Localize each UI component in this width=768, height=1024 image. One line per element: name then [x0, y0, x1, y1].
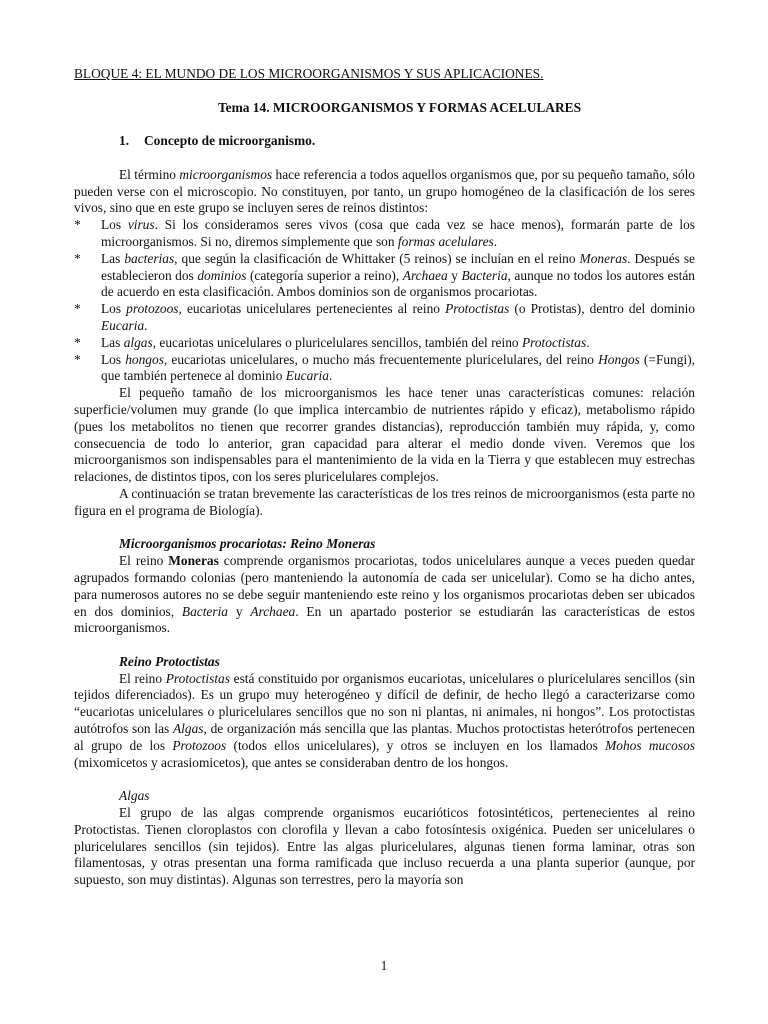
list-item-text: Las bacterias, que según la clasificación de Whittaker (5 reinos) se incluían en el reino Moneras. Después se establecieron dos dominios (categoría superior a reino), Archaea y Bacteria, aunque no todos los autores están de acuerdo en esta clasificación. Ambos dominios son de organismos procariotas. [101, 250, 696, 300]
bullet-marker: * [74, 334, 81, 350]
italic-term: microorganismos [179, 166, 273, 182]
algas-heading: Algas [119, 788, 150, 804]
italic-term: bacterias [124, 250, 175, 266]
italic-term: Archaea [402, 267, 448, 283]
list-item [74, 301, 695, 335]
moneras-paragraph: El reino Moneras comprende organismos procariotas, todos unicelulares aunque a veces pueden quedar agrupados formando colonias (pero manteniendo la autonomía de cada ser unicelular). Como se ha dicho antes, para numerosos autores no se debe seguir manteniendo este reino y los organismos procariotas deben ser ubicados en dos dominios, Bacteria y Archaea. En un apartado posterior se estudiarán las características de estos microorganismos. [74, 553, 696, 636]
italic-term: protozoos [126, 301, 179, 317]
continuation-paragraph: A continuación se tratan brevemente las características de los tres reinos de microorganismos (esta parte no figura en el programa de Biología). [74, 485, 695, 518]
italic-term: formas acelulares [397, 233, 494, 249]
list-item [74, 251, 695, 301]
bullet-marker: * [74, 301, 81, 317]
italic-term: Protozoos [172, 737, 227, 753]
italic-term: dominios [197, 267, 247, 283]
section-title: Concepto de microorganismo. [144, 133, 316, 149]
bullet-marker: * [74, 217, 81, 233]
italic-term: Algas [172, 721, 204, 737]
characteristics-paragraph: El pequeño tamaño de los microorganismos les hace tener unas características comunes: relación superficie/volumen muy grande (lo que implica intercambio de nutrientes rápido y eficaz), metabolismo rápido (pues los metabolitos no tienen que recorrer grandes distancias), reproducción también muy rápida, y, como consecuencia de todo lo anterior, gran capacidad para alterar el medio donde viven. Veremos que los microorganismos son indispensables para el mantenimiento de la vida en la Tierra y que establecen muy estrechas relaciones, de distintos tipos, con los seres pluricelulares complejos. [74, 385, 695, 485]
kingdom-list [74, 217, 695, 385]
moneras-heading: Microorganismos procariotas: Reino Moneras [119, 536, 376, 552]
italic-term: Moneras [579, 250, 628, 266]
block-header: BLOQUE 4: EL MUNDO DE LOS MICROORGANISMOS Y SUS APLICACIONES. [74, 66, 544, 81]
page-number: 1 [380, 958, 388, 973]
italic-term: Hongos [598, 351, 640, 367]
italic-term: Eucaria [101, 317, 145, 333]
bold-term: Moneras [168, 553, 219, 569]
list-item-text: Las algas, eucariotas unicelulares o pluricelulares sencillos, también del reino Protoctistas. [101, 334, 590, 350]
list-item-text: Los protozoos, eucariotas unicelulares pertenecientes al reino Protoctistas (o Protistas), dentro del dominio Eucaria. [101, 301, 695, 333]
protoctistas-paragraph: El reino Protoctistas está constituido por organismos eucariotas, unicelulares o pluricelulares sencillos (sin tejidos diferenciados). Es un grupo muy heterogéneo y difícil de definir, de hecho llegó a caracterizarse como “eucariotas unicelulares o pluricelulares sencillos que no son ni plantas, ni animales, ni hongos”. Los protoctistas autótrofos son las Algas, de organización más sencilla que las plantas. Muchos protoctistas heterótrofos pertenecen al grupo de los Protozoos (todos ellos unicelulares), y otros se incluyen en los llamados Mohos mucosos (mixomicetos y acrasiomicetos), que antes se consideraban dentro de los hongos. [74, 670, 696, 770]
italic-term: Archaea [250, 603, 296, 619]
italic-term: hongos [125, 351, 164, 367]
protoctistas-heading: Reino Protoctistas [119, 653, 220, 669]
bullet-marker: * [74, 351, 81, 367]
list-item [74, 352, 695, 386]
italic-term: algas [123, 334, 153, 350]
italic-term: Eucaria [285, 368, 329, 384]
list-item [74, 335, 695, 352]
italic-term: virus [127, 217, 155, 233]
italic-term: Protoctistas [521, 334, 587, 350]
italic-term: Mohos mucosos [605, 737, 695, 753]
topic-title: Tema 14. MICROORGANISMOS Y FORMAS ACELULARES [217, 99, 582, 115]
italic-term: Protoctistas [165, 670, 230, 686]
italic-term: Bacteria [461, 267, 508, 283]
algas-paragraph: El grupo de las algas comprende organismos eucarióticos fotosintéticos, pertenecientes al reino Protoctistas. Tienen cloroplastos con clorofila y llevan a cabo fotosíntesis oxigénica. Pueden ser unicelulares o pluricelulares sencillos (sin tejidos). Entre las algas pluricelulares, algunas tienen forma laminar, otras son filamentosas, y otras presentan una forma ramificada que incluso recuerda a una planta superior (aunque, por supuesto, son muy distintas). Algunas son terrestres, pero la mayoría son [74, 805, 695, 888]
bullet-marker: * [74, 250, 81, 266]
italic-term: Bacteria [181, 603, 228, 619]
list-item-text: Los hongos, eucariotas unicelulares, o mucho más frecuentemente pluricelulares, del reino Hongos (=Fungi), que también pertenece al dominio Eucaria. [101, 351, 696, 384]
list-item [74, 217, 695, 251]
section-number: 1. [119, 133, 130, 149]
intro-paragraph: El término microorganismos hace referencia a todos aquellos organismos que, por su pequeño tamaño, sólo pueden verse con el microscopio. No constituyen, por tanto, un grupo homogéneo de la clasificación de los seres vivos, sino que en este grupo se incluyen seres de reinos distintos: [74, 166, 695, 216]
italic-term: Protoctistas [445, 301, 510, 317]
section-heading [74, 133, 695, 150]
page-body [74, 66, 695, 889]
list-item-text: Los virus. Si los consideramos seres vivos (cosa que cada vez se hace menos), formarán parte de los microorganismos. Si no, diremos simplemente que son formas acelulares. [101, 217, 695, 249]
